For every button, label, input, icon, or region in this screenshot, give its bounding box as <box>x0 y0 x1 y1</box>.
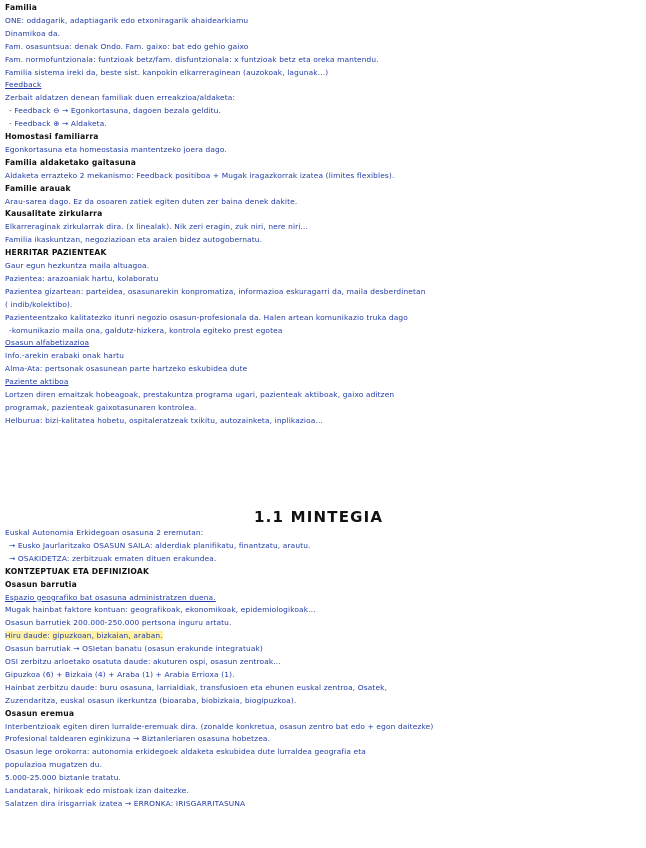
section-heading: Osasun barrutia <box>5 579 77 589</box>
section-heading: Familia aldaketako gaitasuna <box>5 157 137 167</box>
note-line: Salatzen dira irisgarriak izatea → ERRONKA: IRISGARRITASUNA <box>5 798 246 808</box>
note-line: Elkarreraginak zirkularrak dira. (x linealak). Nik zeri eragin, zuk niri, nere niri... <box>5 222 309 232</box>
note-line: Arau-sarea dago. Ez da osoaren zatiek egiten duten zer baina denek dakite. <box>5 196 298 206</box>
note-line: programak, pazienteak gaixotasunaren kontrolea. <box>5 402 197 412</box>
note-line: Familia ikaskuntzan, negoziazioan eta araien bidez autogobernatu. <box>5 235 263 245</box>
note-line: Zuzendaritza, euskal osasun ikerkuntza (bioaraba, biobizkaia, biogipuzkoa). <box>5 695 297 705</box>
note-line: Osasun lege orokorra: autonomia erkidegoek aldaketa eskubidea dute lurraldea geografia eta <box>5 747 366 757</box>
section-heading: Osasun eremua <box>5 708 75 718</box>
note-line: Info.-arekin erabaki onak hartu <box>5 351 125 361</box>
note-line: Helburua: bizi-kalitatea hobetu, ospitaleratzeak txikitu, autozainketa, inplikazioa... <box>5 415 323 425</box>
note-line: ONE: oddagarik, adaptiagarik edo etxoniragarik ahaidearkiamu <box>5 15 249 25</box>
section-heading: Familie arauak <box>5 183 71 193</box>
note-line: Euskal Autonomia Erkidegoan osasuna 2 eremutan: <box>5 528 204 537</box>
note-line: Egonkortasuna eta homeostasia mantentzeko joera dago. <box>5 144 227 154</box>
note-line: Hiru daude: gipuzkoan, bizkaian, araban. <box>5 631 163 641</box>
note-line: Pazientea: arazoaniak hartu, kolaboratu <box>5 273 159 283</box>
section-heading: KONTZEPTUAK ETA DEFINIZIOAK <box>5 566 150 576</box>
note-line: Paziente aktiboa <box>5 377 69 387</box>
note-line: -komunikazio maila ona, galdutz-hizkera, kontrola egiteko prest egotea <box>9 325 283 335</box>
note-line: - Feedback ⊖ → Egonkortasuna, dagoen bezala gelditu. <box>9 106 222 116</box>
section-heading: Homostasi familiarra <box>5 132 99 141</box>
note-line: Lortzen diren emaitzak hobeagoak, prestakuntza programa ugari, pazienteak aktiboak, gaixo aditzen <box>5 390 395 399</box>
note-line: Zerbait aldatzen denean familiak duen erreakzioa/aldaketa: <box>5 93 236 103</box>
note-line: Mugak hainbat faktore kontuan: geografikoak, ekonomikoak, epidemiologikoak... <box>5 605 316 615</box>
section-heading: Kausalitate zirkularra <box>5 209 103 219</box>
note-line: Gaur egun hezkuntza maila altuagoa. <box>5 261 150 270</box>
note-line: Gipuzkoa (6) + Bizkaia (4) + Araba (1) + Arabia Errioxa (1). <box>5 669 235 679</box>
note-line: Osasun barrutiek 200.000-250.000 pertsona inguru artatu. <box>5 618 232 628</box>
note-line: Profesional taldearen eginkizuna → Biztanleriaren osasuna hobetzea. <box>5 734 271 744</box>
note-line: Aldaketa errazteko 2 mekanismo: Feedback positiboa + Mugak iragazkorrak izatea (limites flexibles). <box>5 170 395 180</box>
note-line: Feedback <box>5 80 42 90</box>
page-title: 1.1 MINTEGIA <box>254 508 384 526</box>
note-line: Pazientea gizartean: parteidea, osasunarekin konpromatiza, informazioa eskuragarri da, maila desberdinetan <box>5 286 426 296</box>
note-line: Osasun alfabetizazioa <box>5 338 90 348</box>
note-line: Hainbat zerbitzu daude: buru osasuna, larrialdiak, transfusioen eta ehunen euskal zentroa, Osatek, <box>5 682 388 692</box>
note-line: → Eusko Jaurlaritzako OSASUN SAILA: alderdiak planifikatu, finantzatu, arautu. <box>9 540 311 550</box>
note-line: OSI zerbitzu arloetako osatuta daude: akuturen ospi, osasun zentroak... <box>5 657 281 666</box>
section-heading: HERRITAR PAZIENTEAK <box>5 248 107 258</box>
note-line: Fam. osasuntsua: denak Ondo. Fam. gaixo: bat edo gehio gaixo <box>5 41 249 51</box>
note-line: Familia sistema ireki da, beste sist. kanpokin elkarreraginean (auzokoak, lagunak...) <box>5 67 329 77</box>
section-heading: Familia <box>5 3 38 12</box>
note-line: Landatarak, hirikoak edo mistoak izan daitezke. <box>5 786 189 795</box>
note-line: Dinamikoa da. <box>5 28 61 38</box>
note-line: Alma-Ata: pertsonak osasunean parte hartzeko eskubidea dute <box>5 364 248 374</box>
note-line: - Feedback ⊕ → Aldaketa. <box>9 119 107 129</box>
note-line: populazioa mugatzen du. <box>5 760 103 770</box>
note-line: → OSAKIDETZA: zerbitzuak ematen dituen erakundea. <box>9 553 217 563</box>
note-line: Interbentzioak egiten diren lurralde-eremuak dira. (zonalde konkretua, osasun zentro bat edo + egon daitezke) <box>5 721 434 731</box>
note-line: Pazienteentzako kalitatezko itunri negozio osasun-profesionala da. Halen artean komunikazio truka dago <box>5 312 408 322</box>
note-line: Fam. normofuntzionala: funtzioak betz/fam. disfuntzionala: x funtzioak betz eta oreka mantendu. <box>5 54 379 64</box>
note-line: Espazio geografiko bat osasuna administratzen duena. <box>5 592 216 602</box>
note-line: 5.000-25.000 biztanle tratatu. <box>5 773 122 783</box>
note-line: Osasun barrutiak → OSIetan banatu (osasun erakunde integratuak) <box>5 644 263 654</box>
note-line: ( indib/kolektibo). <box>5 299 73 309</box>
